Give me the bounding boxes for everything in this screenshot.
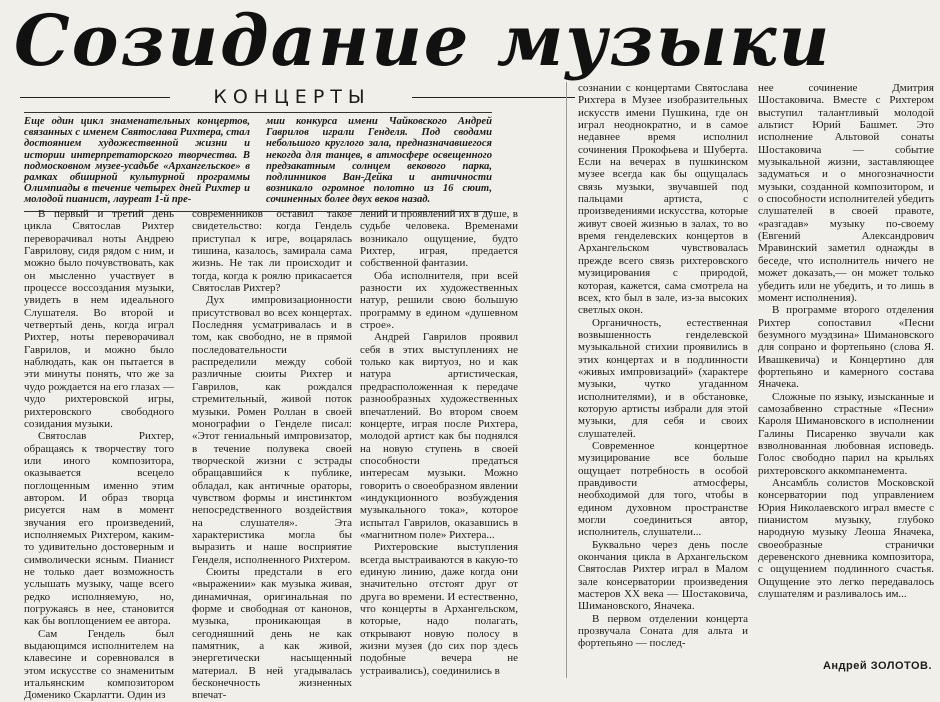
column-divider bbox=[566, 82, 567, 678]
paragraph: современников оставил такое свидетельство: когда Гендель приступал к игре, воцарялась тишина, казалось, замирала сама жизнь. Не так ли происходит и тогда, когда к роялю прикасается Святослав Рихтер? bbox=[192, 208, 352, 295]
rubric-rule-left bbox=[20, 97, 170, 98]
paragraph: В первом отделении концерта прозвучала Соната для альта и фортепьяно — послед- bbox=[578, 612, 748, 650]
text-column-5 bbox=[758, 82, 934, 642]
author-byline: Андрей ЗОЛОТОВ. bbox=[822, 660, 932, 672]
paragraph: Андрей Гаврилов проявил себя в этих выступлениях не только как виртуоз, но и как натура артистическая, предрасположенная к передаче разнообразных художественных впечатлений. Во втором своем концерте, играя после Рихтера, молодой артист как бы поднялся на новую ступень в своей способности предаться интересам музыки. Можно говорить о своеобразном явлении «индукционного возбуждения музыкального тока», которое испытал Гаврилов, оказавшись в «магнитном поле» Рихтера... bbox=[360, 331, 518, 541]
article-headline: Созидание музыки bbox=[14, 0, 832, 82]
paragraph: сознании с концертами Святослава Рихтера в Музее изобразительных искусств имени Пушкина, где он играл неоднократно, и в самое недавнее время исполнил сочинения Прокофьева и Шуберта. Если на вечерах в пушкинском музее всегда как бы ощущалась связь музыки, звучавшей под пальцами артиста, с произведениями искусства, которые живут своей жизнью в залах, то во время генделевских концертов в Архангельском чувствовалась прежде всего связь рихтеровского музицирования с природой, которая, кажется, сама смотрела на всех, кто был в зале, из-за высоких светлых окон. bbox=[578, 82, 748, 317]
paragraph: Современное концертное музицирование все больше ощущает потребность в особой правдивости атмосферы, необходимой для того, чтобы в едином духовном пространстве могли соединиться автор, исполнитель, слушатели... bbox=[578, 439, 748, 539]
text-column-1 bbox=[24, 208, 174, 702]
text-column-3 bbox=[360, 208, 518, 678]
paragraph: Сюиты предстали в его «выражении» как музыка живая, динамичная, оригинальная по форме и свободная от канонов, музыка, проникающая в сегодняшний день не как памятник, а как живой, энергетически насыщенный материал. В ней угадывалась бесконечность жизненных впечат- bbox=[192, 565, 352, 702]
paragraph: Святослав Рихтер, обращаясь к творчеству того или иного композитора, оказывается всецело поглощенным именно этим автором. И образ творца рисуется нам в момент звучания его произведений, исполняемых Рихтером, каким-то удивительно достоверным и символически ясным. Пианист не только дает возможность услышать музыку, чаще всего редко исполняемую, но, погружаясь в нее, становится как бы воплощением ее автора. bbox=[24, 430, 174, 628]
text-column-2 bbox=[192, 208, 352, 702]
paragraph: В программе второго отделения Рихтер сопоставил «Песни безумного муэдзина» Шимановского для сопрано и фортепьяно (слова Я. Ивашкевича) и Концертино для фортепьяно и камерного состава Яначека. bbox=[758, 304, 934, 391]
paragraph: Рихтеровские выступления всегда выстраиваются в какую-то единую линию, даже когда они значительно отстоят друг от друга во времени. И естественно, что концерты в Архангельском, которые, надо полагать, открывают новую полосу в жизни музея (до сих пор здесь подобные вечера не устраивались), соединились в bbox=[360, 541, 518, 677]
paragraph: нее сочинение Дмитрия Шостаковича. Вместе с Рихтером выступил талантливый молодой альтист Юрий Башмет. Это исполнение Альтовой сонаты Шостаковича — событие музыкальной жизни, заставляющее задуматься и о многозначности музыки, созданной композитором, и о способности исполнителей убедить слушателей в своей правоте, «разгадав» музыку по-своему (Евгений Александрович Мравинский заметил однажды в беседе, что исполнитель ничего не может доказать,— он может только убедить или не убедить, и то лишь в момент исполнения). bbox=[758, 82, 934, 304]
lead-column-2: мии конкурса имени Чайковского Андрей Гаврилов играли Генделя. Под сводами небольшого круглого зала, предназначавшегося некогда для танцев, в атмосфере освещенного предзакатным солнцем векового парка, подлинников Ван-Дейка и античности возникало огромное полотно из 16 сюит, сочиненных более двух веков назад. bbox=[266, 116, 492, 206]
paragraph: Оба исполнителя, при всей разности их художественных натур, решили свою большую программу в едином «душевном строе». bbox=[360, 269, 518, 332]
rubric-label: КОНЦЕРТЫ bbox=[213, 86, 371, 108]
rubric-rule-right bbox=[412, 97, 575, 98]
lead-column-1: Еще один цикл знаменательных концертов, связанных с именем Святослава Рихтера, стал достоянием художественной жизни и истории интерпретаторского творчества. В подмосковном музее-усадьбе «Архангельское» в рамках обширной культурной программы Олимпиады в течение четырех дней Рихтер и молодой пианист, лауреат 1-й пре- bbox=[24, 116, 250, 206]
paragraph: Дух импровизационности присутствовал во всех концертах. Последняя усматривалась и в том, как свободно, не в прямой последовательности распределили между собой различные сюиты Рихтер и Гаврилов, как рождался стремительный, живой поток музыки. Ромен Роллан в своей монографии о Генделе писал: «Этот гениальный импровизатор, в течение полувека своей творческой жизни с эстрады обращавшийся к публике, обладал, как античные ораторы, чувством формы и инстинктом непосредственного воздействия на слушателя». Эта характеристика могла бы выразить и наше восприятие Генделя, исполненного Рихтером. bbox=[192, 294, 352, 566]
paragraph: Сложные по языку, изысканные и самозабвенно страстные «Песни» Кароля Шимановского в исполнении Галины Писаренко звучали как взволнованная любовная исповедь. Голос свободно парил на крыльях рихтеровского аккомпанемента. bbox=[758, 390, 934, 477]
paragraph: В первый и третий день цикла Святослав Рихтер переворачивал ноты Андрею Гаврилову, сидя рядом с ним, и можно было почувствовать, как он мысленно участвует в процессе воссоздания музыки, увидеть в нем идеального Слушателя. Во второй и четвертый день, когда играл Рихтер, ноты переворачивал Гаврилов, и можно было наблюдать, как он пытается в эти минуты понять, что же за чудо рождается на его глазах — чудо рихтеровской игры, рихтеровского свободного созидания музыки. bbox=[24, 208, 174, 430]
paragraph: Ансамбль солистов Московской консерватории под управлением Юрия Николаевского играл вместе с пианистом музыку, глубоко народную музыку Леоша Яначека, своеобразные странички деревенского дневника композитора, с ощущением подлинного счастья. Ощущение это легко передавалось слушателям и разливалось им... bbox=[758, 477, 934, 601]
paragraph: Органичность, естественная возвышенность генделевской музыкальной стихии проявились в этих концертах и в подлинности «живых импровизаций» (характере музыки, чутко угаданном исполнителями), и в обстановке, которую артисты избрали для этой музыки, для себя и своих слушателей. bbox=[578, 316, 748, 440]
text-column-4 bbox=[578, 82, 748, 672]
paragraph: Буквально через день после окончания цикла в Архангельском Святослав Рихтер играл в Малом зале консерватории произведения мастеров XX века — Шостаковича, Шимановского, Яначека. bbox=[578, 538, 748, 613]
paragraph: лений и проявлений их в душе, в судьбе человека. Временами возникало ощущение, будто Рихтер, играя, предается собственной фантазии. bbox=[360, 208, 518, 270]
paragraph: Сам Гендель был выдающимся исполнителем на клавесине и соревновался в этом искусстве со знаменитым итальянским композитором Доменико Скарлатти. Один из bbox=[24, 627, 174, 702]
article-lead bbox=[24, 112, 492, 212]
section-rubric bbox=[20, 84, 575, 110]
